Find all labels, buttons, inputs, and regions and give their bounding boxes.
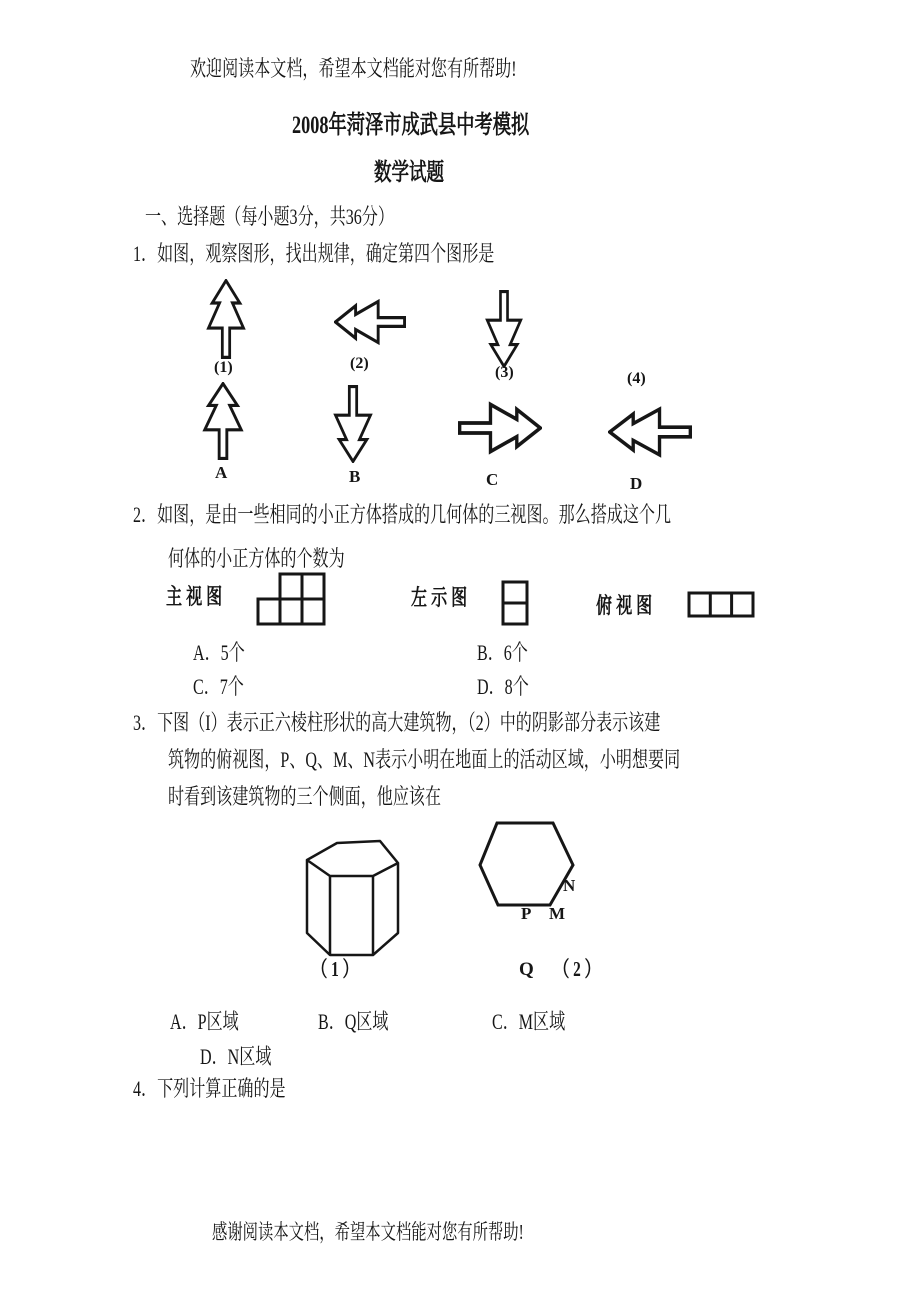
q2-option-c: C．7个 (193, 674, 244, 699)
q1-optB-double-arrow-down-icon (330, 385, 376, 463)
q3-hexagon-top-view-figure (477, 818, 577, 910)
q2-stem-line1: 2．如图，是由一些相同的小正方体搭成的几何体的三视图。那么搭成这个几 (133, 502, 672, 527)
q3-option-b: B．Q区域 (318, 1009, 389, 1034)
q4-stem: 4．下列计算正确的是 (133, 1076, 286, 1101)
q2-top-view-grid (687, 591, 755, 618)
q2-option-a: A．5个 (193, 640, 245, 665)
section-heading: 一、选择题（每小题3分，共36分） (145, 204, 394, 229)
q2-stem-line2: 何体的小正方体的个数为 (168, 546, 345, 571)
q3-stem-line3: 时看到该建筑物的三个侧面，他应该在 (168, 784, 442, 809)
q1-optD-double-arrow-left-icon (608, 402, 692, 462)
q1-fig4-label: (4) (627, 370, 646, 387)
q1-optC-label: C (486, 470, 499, 489)
q3-fig2-caption: （ 2 ） (554, 957, 600, 981)
q2-front-view-label: 主 视 图 (166, 584, 223, 609)
q1-fig3-double-arrow-down-icon (482, 290, 526, 368)
q3-option-c: C．M区域 (492, 1009, 566, 1034)
q1-fig3-label: (3) (495, 364, 514, 381)
q2-front-view-grid (256, 572, 326, 626)
q3-region-q-label: Q (519, 959, 534, 980)
footer-note: 感谢阅读本文档，希望本文档能对您有所帮助! (212, 1220, 524, 1244)
q3-stem-line1: 3．下图（I）表示正六棱柱形状的高大建筑物，（2）中的阴影部分表示该建 (133, 710, 661, 735)
q2-left-view-label: 左 示 图 (411, 585, 468, 610)
q3-option-a: A．P区域 (170, 1009, 239, 1034)
page-title: 2008年菏泽市成武县中考模拟 (292, 112, 530, 139)
q1-fig1-double-arrow-up-icon (203, 279, 249, 359)
q2-option-b: B．6个 (477, 640, 528, 665)
page-subtitle: 数学试题 (374, 160, 445, 186)
q2-option-d: D．8个 (477, 674, 529, 699)
q1-optA-double-arrow-up-icon (199, 382, 247, 460)
q3-hexagonal-prism-figure (300, 838, 405, 960)
q1-optC-double-arrow-right-icon (458, 397, 542, 459)
q3-stem-line2: 筑物的俯视图，P、Q、M、N表示小明在地面上的活动区域，小明想要同 (168, 747, 681, 772)
q1-optA-label: A (215, 463, 228, 482)
header-note: 欢迎阅读本文档，希望本文档能对您有所帮助! (190, 56, 517, 81)
q3-region-p-label: P (521, 904, 532, 923)
q3-region-n-label: N (563, 876, 576, 895)
q1-fig1-label: (1) (214, 359, 233, 376)
q1-fig2-label: (2) (350, 355, 369, 372)
q2-top-view-label: 俯 视 图 (596, 593, 653, 618)
q1-optB-label: B (349, 467, 361, 486)
q2-left-view-grid (501, 580, 529, 626)
q3-option-d: D．N区域 (200, 1044, 272, 1069)
q1-stem: 1．如图，观察图形，找出规律，确定第四个图形是 (133, 241, 495, 266)
q3-fig1-caption: （ 1 ） (312, 957, 358, 981)
q1-fig2-double-arrow-left-icon (334, 295, 406, 349)
q1-optD-label: D (630, 474, 643, 493)
q3-region-m-label: M (549, 904, 566, 923)
